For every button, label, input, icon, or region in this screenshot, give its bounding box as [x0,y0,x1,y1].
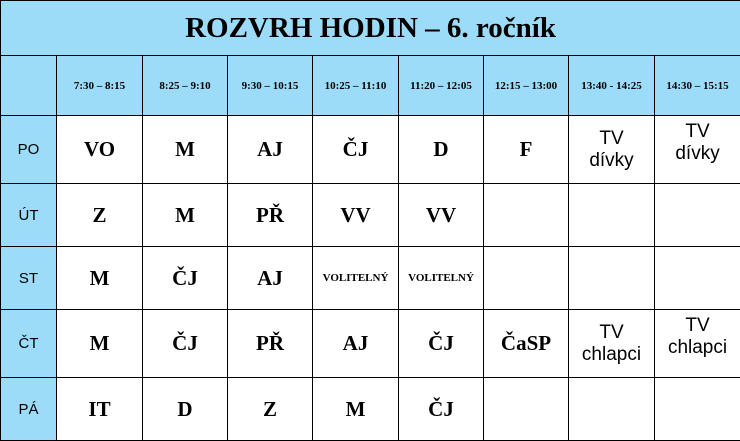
lesson-cell-pe [655,310,740,378]
lesson-cell [484,184,569,247]
time-slot-5: 11:20 – 12:05 [399,56,484,116]
lesson-cell: ČaSP [484,310,569,378]
lesson-cell: AJ [313,310,399,378]
lesson-cell [655,247,740,310]
day-label-pa: PÁ [1,378,57,441]
pe-subject: TV [655,121,740,143]
lesson-cell: M [313,378,399,441]
lesson-cell: VV [313,184,399,247]
lesson-cell: Z [228,378,313,441]
time-header-row [1,56,740,116]
lesson-cell [569,184,655,247]
lesson-cell: AJ [228,247,313,310]
day-row-po [1,116,740,184]
lesson-cell-pe [569,116,655,184]
pe-subject: TV [655,315,740,337]
lesson-cell: F [484,116,569,184]
time-slot-6: 12:15 – 13:00 [484,56,569,116]
lesson-cell-pe [655,116,740,184]
pe-group: dívky [655,143,740,165]
pe-subject: TV [569,322,654,344]
lesson-cell: VV [399,184,484,247]
pe-group: chlapci [655,337,740,359]
lesson-cell [569,378,655,441]
lesson-cell-pe [569,310,655,378]
lesson-cell: ČJ [399,378,484,441]
lesson-cell: ČJ [143,247,228,310]
day-row-st [1,247,740,310]
lesson-cell: PŘ [228,310,313,378]
lesson-cell: M [143,116,228,184]
lesson-cell: Z [57,184,143,247]
day-row-ct [1,310,740,378]
lesson-cell [484,378,569,441]
time-slot-7: 13:40 - 14:25 [569,56,655,116]
pe-group: chlapci [569,344,654,366]
lesson-cell [655,378,740,441]
lesson-cell: ČJ [399,310,484,378]
lesson-cell [484,247,569,310]
lesson-cell: ČJ [143,310,228,378]
day-row-pa [1,378,740,441]
lesson-cell [569,247,655,310]
time-slot-4: 10:25 – 11:10 [313,56,399,116]
lesson-cell [655,184,740,247]
time-slot-2: 8:25 – 9:10 [143,56,228,116]
day-label-ct: ČT [1,310,57,378]
time-slot-8: 14:30 – 15:15 [655,56,740,116]
day-label-po: PO [1,116,57,184]
day-label-ut: ÚT [1,184,57,247]
time-slot-1: 7:30 – 8:15 [57,56,143,116]
pe-subject: TV [569,128,654,150]
day-label-st: ST [1,247,57,310]
lesson-cell-elective: VOLITELNÝ [399,247,484,310]
lesson-cell: AJ [228,116,313,184]
corner-cell [1,56,57,116]
lesson-cell: D [143,378,228,441]
lesson-cell: PŘ [228,184,313,247]
time-slot-3: 9:30 – 10:15 [228,56,313,116]
lesson-cell: D [399,116,484,184]
lesson-cell-elective: VOLITELNÝ [313,247,399,310]
lesson-cell: M [143,184,228,247]
pe-group: dívky [569,150,654,172]
lesson-cell: M [57,247,143,310]
page-title: ROZVRH HODIN – 6. ročník [1,1,740,56]
lesson-cell: M [57,310,143,378]
lesson-cell: IT [57,378,143,441]
day-row-ut [1,184,740,247]
lesson-cell: ČJ [313,116,399,184]
lesson-cell: VO [57,116,143,184]
